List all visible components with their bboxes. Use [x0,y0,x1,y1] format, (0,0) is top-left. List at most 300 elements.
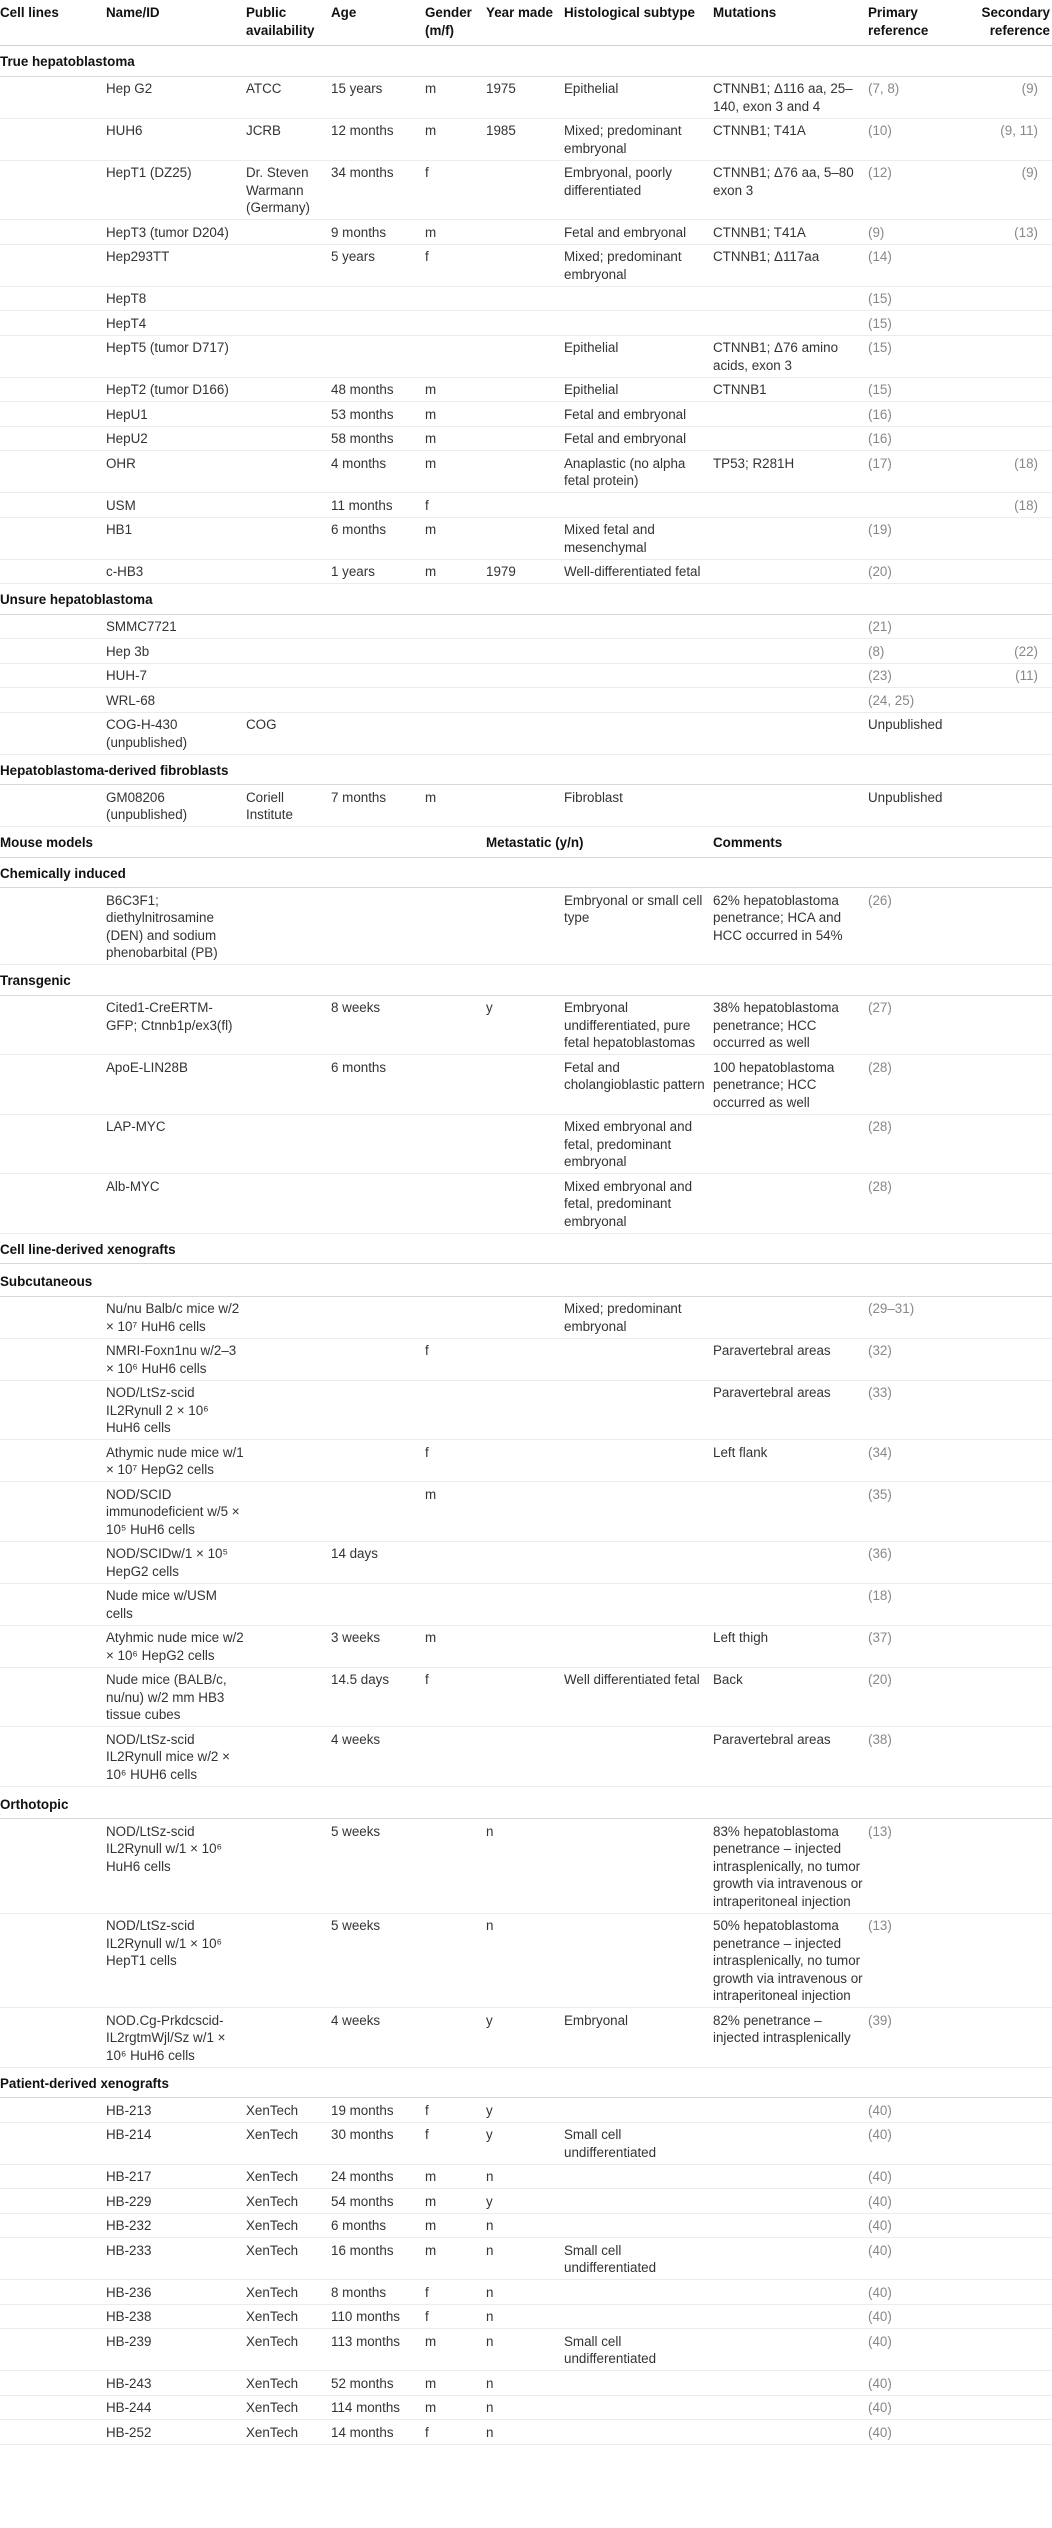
table-cell [246,663,331,688]
table-cell [713,2213,868,2238]
table-cell: (15) [868,286,961,311]
header-row [0,0,1052,46]
table-row [0,220,1052,245]
table-cell: n [486,2213,564,2238]
section-title: Transgenic [0,965,1052,996]
table-cell [0,663,106,688]
table-cell: Embryonal, poorly differentiated [564,160,713,220]
table-cell [564,286,713,311]
table-cell: 16 months [331,2238,425,2280]
table-cell: NOD/SCID immunodeficient w/5 × 10⁵ HuH6 cells [106,1482,246,1542]
table-cell: (40) [868,2280,961,2305]
table-cell [713,517,868,559]
table-cell: (18) [868,1583,961,1625]
table-cell [246,559,331,584]
table-cell [961,1667,1052,1727]
table-cell: Hep 3b [106,639,246,664]
table-cell: Fibroblast [564,785,713,827]
table-cell: HB-239 [106,2329,246,2371]
table-cell: n [486,2395,564,2420]
table-cell [246,1667,331,1727]
table-cell [246,888,331,965]
table-cell: m [425,220,486,245]
table-cell [246,1338,331,1380]
table-cell: XenTech [246,2122,331,2164]
table-cell [246,1583,331,1625]
table-cell [713,785,868,827]
table-cell: HepT8 [106,286,246,311]
table-cell [961,426,1052,451]
table-row [0,2420,1052,2445]
table-cell [713,1583,868,1625]
table-cell: (28) [868,1114,961,1174]
table-row [0,2189,1052,2214]
table-cell: HB-243 [106,2371,246,2396]
table-cell [0,244,106,286]
table-cell [0,2304,106,2329]
table-cell [564,2304,713,2329]
table-cell [713,2238,868,2280]
table-cell [961,402,1052,427]
table-cell [486,639,564,664]
table-cell [0,2122,106,2164]
table-cell [331,614,425,639]
table-cell [713,688,868,713]
table-cell: y [486,2098,564,2123]
table-cell: HB1 [106,517,246,559]
table-cell: (36) [868,1541,961,1583]
table-cell [425,1114,486,1174]
table-cell [961,1114,1052,1174]
table-cell [425,1727,486,1787]
table-cell [961,785,1052,827]
table-cell [961,1380,1052,1440]
table-cell: (40) [868,2164,961,2189]
table-cell: (18) [961,493,1052,518]
table-cell: 58 months [331,426,425,451]
table-cell: NOD/LtSz-scid IL2Rynull mice w/2 × 10⁶ HUH6 cells [106,1727,246,1787]
table-cell: 11 months [331,493,425,518]
table-row [0,2213,1052,2238]
table-cell [961,1482,1052,1542]
table-cell: Small cell undifferentiated [564,2122,713,2164]
table-cell: y [486,2008,564,2068]
table-cell: 8 weeks [331,995,425,1055]
table-cell: B6C3F1; diethylnitrosamine (DEN) and sodium phenobarbital (PB) [106,888,246,965]
table-cell: CTNNB1; Δ117aa [713,244,868,286]
table-cell: (23) [868,663,961,688]
table-cell [713,614,868,639]
table-cell [0,995,106,1055]
table-row [0,559,1052,584]
table-cell [0,1296,106,1338]
table-cell [961,2213,1052,2238]
table-cell: Epithelial [564,76,713,118]
table-cell [961,311,1052,336]
table-cell: CTNNB1; Δ116 aa, 25–140, exon 3 and 4 [713,76,868,118]
table-cell: 52 months [331,2371,425,2396]
table-cell: m [425,785,486,827]
table-cell [961,2329,1052,2371]
table-cell [564,663,713,688]
table-cell: m [425,559,486,584]
table-cell [961,2395,1052,2420]
table-cell: Paravertebral areas [713,1338,868,1380]
table-cell [713,2395,868,2420]
table-cell: Mixed embryonal and fetal, predominant embryonal [564,1174,713,1234]
table-cell: 12 months [331,118,425,160]
section-title: Patient-derived xenografts [0,2067,1052,2098]
table-cell [0,118,106,160]
section-title: Cell line-derived xenografts [0,1233,1052,1264]
table-cell [486,160,564,220]
table-cell: f [425,1338,486,1380]
subsection-header-row [0,1264,1052,1297]
table-cell: NOD.Cg-Prkdcscid-IL2rgtmWjl/Sz w/1 × 10⁶ HuH6 cells [106,2008,246,2068]
table-cell: (40) [868,2098,961,2123]
table-cell [425,2008,486,2068]
table-cell [961,888,1052,965]
table-cell [713,402,868,427]
section-header-row [0,857,1052,888]
table-cell: n [486,2280,564,2305]
table-cell: HB-213 [106,2098,246,2123]
table-cell: (9) [868,220,961,245]
table-cell: Paravertebral areas [713,1727,868,1787]
table-cell [961,1913,1052,2008]
table-cell: XenTech [246,2238,331,2280]
table-cell: 7 months [331,785,425,827]
table-cell [564,2420,713,2445]
table-cell [246,1380,331,1440]
table-cell [961,712,1052,754]
table-cell: Dr. Steven Warmann (Germany) [246,160,331,220]
table-row [0,377,1052,402]
table-cell [0,1913,106,2008]
table-cell: (35) [868,1482,961,1542]
table-cell: XenTech [246,2280,331,2305]
table-cell: (22) [961,639,1052,664]
table-cell: 19 months [331,2098,425,2123]
table-row [0,663,1052,688]
table-cell: 62% hepatoblastoma penetrance; HCA and HCC occurred in 54% [713,888,868,965]
table-cell: CTNNB1; T41A [713,118,868,160]
table-cell: (16) [868,402,961,427]
table-cell: Mixed embryonal and fetal, predominant embryonal [564,1114,713,1174]
table-cell [713,2420,868,2445]
table-cell [564,639,713,664]
table-cell [246,1114,331,1174]
table-cell: (28) [868,1174,961,1234]
column-header: Comments [713,827,1052,858]
table-cell: (40) [868,2329,961,2371]
table-cell [246,426,331,451]
table-cell: m [425,1482,486,1542]
table-cell [486,1296,564,1338]
table-row [0,493,1052,518]
section-header-row [0,965,1052,996]
table-cell [486,1667,564,1727]
table-cell [0,2189,106,2214]
table-cell [331,1174,425,1234]
table-cell: m [425,1625,486,1667]
section-header-row [0,584,1052,615]
table-row [0,244,1052,286]
table-row [0,1296,1052,1338]
table-cell: XenTech [246,2329,331,2371]
table-cell [0,888,106,965]
table-cell: n [486,1913,564,2008]
table-cell [0,559,106,584]
table-cell: m [425,377,486,402]
table-cell [564,493,713,518]
table-cell: XenTech [246,2213,331,2238]
section-title: True hepatoblastoma [0,46,1052,77]
table-cell [564,2371,713,2396]
table-cell: 24 months [331,2164,425,2189]
table-cell: f [425,2280,486,2305]
section-title: Hepatoblastoma-derived fibroblasts [0,754,1052,785]
table-cell: (40) [868,2213,961,2238]
table-cell [486,311,564,336]
table-cell [961,1174,1052,1234]
table-cell [331,1482,425,1542]
table-cell [425,888,486,965]
table-cell [331,888,425,965]
table-cell: Small cell undifferentiated [564,2329,713,2371]
table-cell: m [425,2164,486,2189]
table-cell: Paravertebral areas [713,1380,868,1440]
table-cell: Embryonal or small cell type [564,888,713,965]
table-cell: HB-252 [106,2420,246,2445]
table-cell: f [425,2122,486,2164]
table-cell: Alb-MYC [106,1174,246,1234]
table-cell [0,451,106,493]
table-row [0,785,1052,827]
table-cell [0,614,106,639]
table-cell [564,688,713,713]
table-cell [486,888,564,965]
section-header-row [0,2067,1052,2098]
table-cell: (19) [868,517,961,559]
table-cell [486,377,564,402]
table-cell [0,2008,106,2068]
table-cell [486,451,564,493]
table-row [0,2395,1052,2420]
table-cell [961,2304,1052,2329]
table-cell [0,688,106,713]
table-cell: HB-238 [106,2304,246,2329]
table-row [0,2008,1052,2068]
column-header: Year made [486,0,564,46]
table-cell: 5 years [331,244,425,286]
table-cell [486,712,564,754]
table-cell: m [425,2238,486,2280]
table-cell [486,1174,564,1234]
table-cell [246,286,331,311]
table-cell: Fetal and embryonal [564,426,713,451]
table-cell [486,1338,564,1380]
table-cell [564,2213,713,2238]
table-cell: (27) [868,995,961,1055]
table-cell [564,2098,713,2123]
table-cell [564,2189,713,2214]
table-cell [331,311,425,336]
table-cell: (40) [868,2238,961,2280]
table-cell: 6 months [331,2213,425,2238]
table-cell [713,1296,868,1338]
table-cell [0,493,106,518]
table-cell: NMRI-Foxn1nu w/2–3 × 10⁶ HuH6 cells [106,1338,246,1380]
table-cell: 113 months [331,2329,425,2371]
table-cell: (33) [868,1380,961,1440]
table-cell [961,2280,1052,2305]
table-cell: Unpublished [868,712,961,754]
table-cell: Atyhmic nude mice w/2 × 10⁶ HepG2 cells [106,1625,246,1667]
table-cell: XenTech [246,2304,331,2329]
table-row [0,1338,1052,1380]
table-row [0,1541,1052,1583]
table-cell: m [425,2329,486,2371]
table-cell: (20) [868,1667,961,1727]
table-cell [713,1541,868,1583]
table-cell: m [425,2371,486,2396]
table-cell [0,220,106,245]
table-cell: Unpublished [868,785,961,827]
table-cell [0,1482,106,1542]
table-cell [961,286,1052,311]
table-cell [961,1296,1052,1338]
table-cell [0,1667,106,1727]
table-cell: f [425,493,486,518]
table-row [0,2098,1052,2123]
table-cell [0,377,106,402]
table-cell [961,1440,1052,1482]
table-cell [331,1583,425,1625]
table-cell [564,2395,713,2420]
table-cell: ATCC [246,76,331,118]
table-cell: (26) [868,888,961,965]
table-cell: HB-229 [106,2189,246,2214]
table-cell: (13) [868,1913,961,2008]
table-cell [0,2420,106,2445]
table-cell [564,1819,713,1914]
table-cell [713,1114,868,1174]
table-row [0,688,1052,713]
table-row [0,286,1052,311]
table-cell [0,311,106,336]
table-cell [246,377,331,402]
table-cell [961,1338,1052,1380]
table-row [0,888,1052,965]
table-cell [564,1482,713,1542]
table-cell [0,2395,106,2420]
table-cell: (13) [868,1819,961,1914]
table-row [0,712,1052,754]
table-cell: (38) [868,1727,961,1787]
table-row [0,426,1052,451]
table-cell: Left flank [713,1440,868,1482]
table-row [0,639,1052,664]
table-cell: NOD/LtSz-scid IL2Rynull w/1 × 10⁶ HepT1 cells [106,1913,246,2008]
table-cell [0,639,106,664]
table-cell [486,426,564,451]
column-header: Primary reference [868,0,961,46]
table-cell: CTNNB1; Δ76 amino acids, exon 3 [713,335,868,377]
table-cell [564,1380,713,1440]
table-cell: (40) [868,2189,961,2214]
table-cell: Mixed; predominant embryonal [564,1296,713,1338]
table-row [0,1482,1052,1542]
table-cell: (40) [868,2122,961,2164]
table-cell [564,1583,713,1625]
table-cell [961,1583,1052,1625]
column-header: Public availability [246,0,331,46]
table-cell: CTNNB1; Δ76 aa, 5–80 exon 3 [713,160,868,220]
table-cell: Left thigh [713,1625,868,1667]
table-cell: (40) [868,2304,961,2329]
table-cell [425,286,486,311]
table-cell: Athymic nude mice w/1 × 10⁷ HepG2 cells [106,1440,246,1482]
table-cell: Hep293TT [106,244,246,286]
table-cell: HB-233 [106,2238,246,2280]
table-cell [713,2098,868,2123]
table-cell: (40) [868,2420,961,2445]
table-cell [246,614,331,639]
table-cell: HepT3 (tumor D204) [106,220,246,245]
table-cell: Embryonal [564,2008,713,2068]
table-cell: f [425,2098,486,2123]
table-cell [564,2164,713,2189]
table-cell: 6 months [331,1055,425,1115]
table-cell: XenTech [246,2189,331,2214]
table-cell [961,244,1052,286]
table-cell: c-HB3 [106,559,246,584]
table-cell: CTNNB1; T41A [713,220,868,245]
table-cell: (13) [961,220,1052,245]
table-cell [0,1174,106,1234]
table-cell [961,517,1052,559]
column-header: Age [331,0,425,46]
table-cell: 9 months [331,220,425,245]
table-cell [0,1380,106,1440]
table-cell [246,1296,331,1338]
table-cell: Nude mice w/USM cells [106,1583,246,1625]
column-header: Mutations [713,0,868,46]
table-cell [0,402,106,427]
table-cell: (37) [868,1625,961,1667]
table-row [0,1174,1052,1234]
table-cell: Coriell Institute [246,785,331,827]
table-cell: 114 months [331,2395,425,2420]
table-cell [713,2280,868,2305]
table-row [0,118,1052,160]
table-cell [713,663,868,688]
table-cell: m [425,451,486,493]
table-cell [0,1819,106,1914]
table-cell [0,2098,106,2123]
table-cell: (9) [961,160,1052,220]
section-title: Chemically induced [0,857,1052,888]
table-cell [961,1541,1052,1583]
table-cell: 110 months [331,2304,425,2329]
table-cell [961,377,1052,402]
table-row [0,1913,1052,2008]
table-cell [246,1055,331,1115]
table-cell: SMMC7721 [106,614,246,639]
table-cell: XenTech [246,2395,331,2420]
column-header: Secondary reference [961,0,1052,46]
